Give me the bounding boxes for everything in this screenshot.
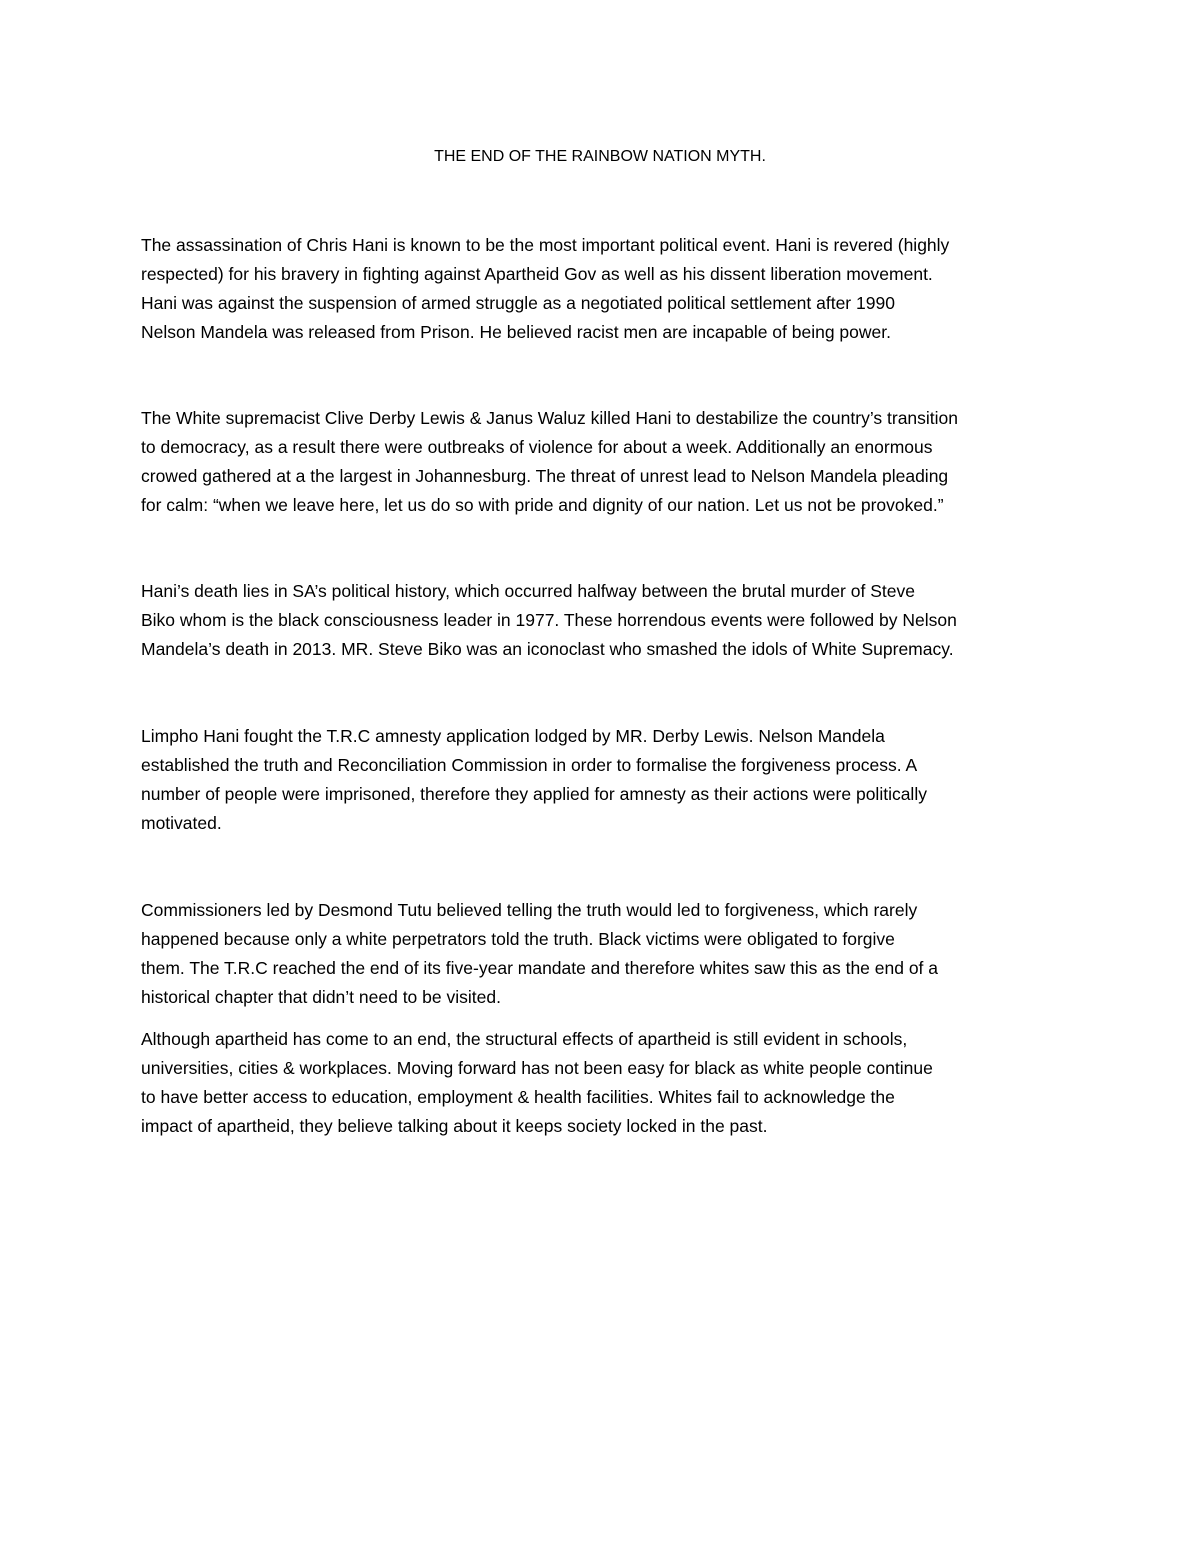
paragraph-line: Hani’s death lies in SA’s political history, which occurred halfway between the brutal murder of Steve xyxy=(141,581,915,601)
paragraph-line: Hani was against the suspension of armed struggle as a negotiated political settlement after 1990 xyxy=(141,293,895,313)
paragraph-hani-assassination xyxy=(141,231,1071,347)
paragraph-line: for calm: “when we leave here, let us do so with pride and dignity of our nation. Let us not be provoked.” xyxy=(141,495,944,515)
paragraph-line: impact of apartheid, they believe talking about it keeps society locked in the past. xyxy=(141,1116,768,1136)
paragraph-line: to have better access to education, employment & health facilities. Whites fail to acknowledge the xyxy=(141,1087,895,1107)
paragraph-commissioners xyxy=(141,896,1071,1012)
paragraph-killers xyxy=(141,404,1071,520)
document-title: THE END OF THE RAINBOW NATION MYTH. xyxy=(434,148,766,165)
paragraph-line: Commissioners led by Desmond Tutu believed telling the truth would led to forgiveness, which rarely xyxy=(141,900,918,920)
paragraph-line: happened because only a white perpetrators told the truth. Black victims were obligated to forgive xyxy=(141,929,895,949)
paragraph-line: respected) for his bravery in fighting against Apartheid Gov as well as his dissent liberation movement. xyxy=(141,264,933,284)
paragraph-line: Biko whom is the black consciousness leader in 1977. These horrendous events were followed by Nelson xyxy=(141,610,957,630)
paragraph-line: them. The T.R.C reached the end of its five-year mandate and therefore whites saw this as the end of a xyxy=(141,958,939,978)
paragraph-line: Mandela’s death in 2013. MR. Steve Biko was an iconoclast who smashed the idols of White Supremacy. xyxy=(141,639,954,659)
paragraph-line: number of people were imprisoned, therefore they applied for amnesty as their actions were politically xyxy=(141,784,927,804)
paragraph-line: historical chapter that didn’t need to be visited. xyxy=(141,987,501,1007)
paragraph-line: universities, cities & workplaces. Moving forward has not been easy for black as white people continue xyxy=(141,1058,933,1078)
paragraph-line: The assassination of Chris Hani is known to be the most important political event. Hani is revered (highly xyxy=(141,235,950,255)
paragraph-apartheid-effects xyxy=(141,1025,1071,1141)
paragraph-line: to democracy, as a result there were outbreaks of violence for about a week. Additionally an enormous xyxy=(141,437,933,457)
paragraph-trc-amnesty xyxy=(141,722,1071,838)
paragraph-line: Although apartheid has come to an end, the structural effects of apartheid is still evident in schools, xyxy=(141,1029,908,1049)
paragraph-line: Nelson Mandela was released from Prison. He believed racist men are incapable of being power. xyxy=(141,322,891,342)
paragraph-line: Limpho Hani fought the T.R.C amnesty application lodged by MR. Derby Lewis. Nelson Mandela xyxy=(141,726,885,746)
paragraph-line: established the truth and Reconciliation Commission in order to formalise the forgiveness process. A xyxy=(141,755,918,775)
paragraph-political-history xyxy=(141,577,1071,664)
paragraph-line: crowed gathered at a the largest in Johannesburg. The threat of unrest lead to Nelson Mandela pleading xyxy=(141,466,949,486)
paragraph-line: motivated. xyxy=(141,813,222,833)
paragraph-line: The White supremacist Clive Derby Lewis & Janus Waluz killed Hani to destabilize the country’s transition xyxy=(141,408,959,428)
